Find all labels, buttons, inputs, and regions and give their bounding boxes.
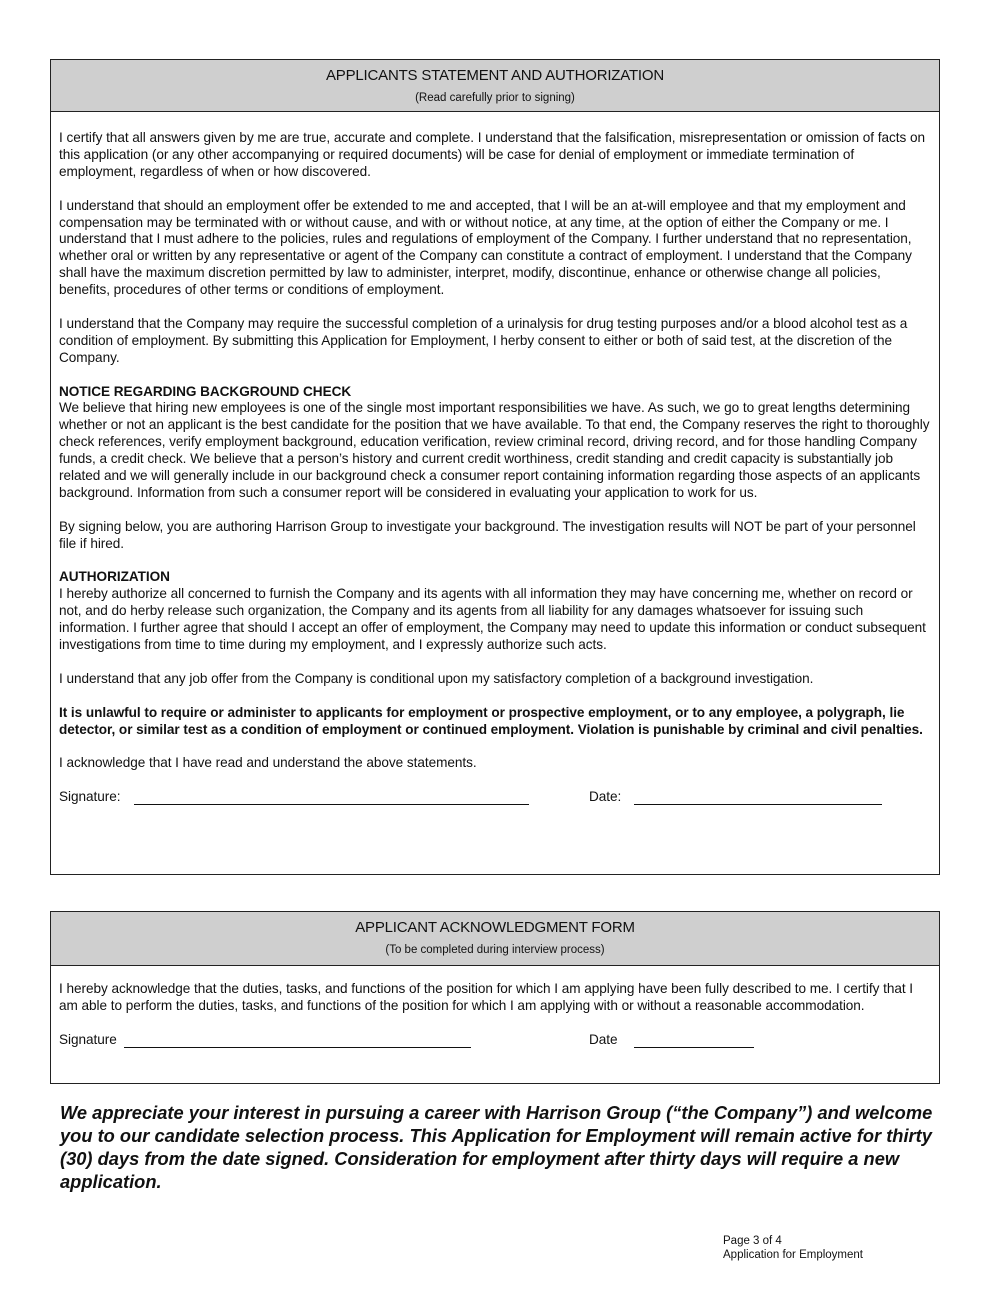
background-check-heading: NOTICE REGARDING BACKGROUND CHECK bbox=[59, 383, 352, 399]
date-field[interactable] bbox=[634, 804, 882, 805]
ack-date-field[interactable] bbox=[634, 1047, 754, 1048]
acknowledgment-body bbox=[51, 966, 939, 1052]
statement-header bbox=[51, 60, 939, 112]
ack-signature-label: Signature bbox=[59, 1031, 117, 1047]
closing-statement: We appreciate your interest in pursuing a career with Harrison Group (“the Company”) and welcome you to our candidate selection process. This Application for Employment will remain active for thirty (30) days from the date signed. Consideration for employment after thirty days will require a new application. bbox=[60, 1102, 933, 1192]
signature-field[interactable] bbox=[134, 804, 529, 805]
date-label: Date: bbox=[589, 789, 622, 805]
acknowledgment-title: APPLICANT ACKNOWLEDGMENT FORM bbox=[355, 919, 635, 936]
conditional-paragraph: I understand that any job offer from the Company is conditional upon my satisfactory completion of a background investigation. bbox=[59, 670, 814, 686]
page-number: Page 3 of 4 bbox=[723, 1235, 782, 1247]
authorization-paragraph: I hereby authorize all concerned to furnish the Company and its agents with all information they may have concerning me, whether on record or not, and do herby release such organization, the Company and its agents from all liability for any damages whatsoever for issuing such information. I further agree that should I accept an offer of employment, the Company may need to update this information or conduct subsequent investigations from time to time during my employment, and I expressly authorize such acts. bbox=[59, 586, 926, 653]
statement-subtitle: (Read carefully prior to signing) bbox=[415, 92, 575, 104]
signing-paragraph: By signing below, you are authoring Harrison Group to investigate your background. The investigation results will NOT be part of your personnel file if hired. bbox=[59, 518, 916, 551]
acknowledgment-signature-row bbox=[59, 1032, 931, 1052]
ack-date-label: Date bbox=[589, 1031, 618, 1047]
acknowledgment-header bbox=[51, 912, 939, 966]
background-check-paragraph: We believe that hiring new employees is one of the single most important responsibilities we have. As such, we go to great lengths determining whether or not an applicant is the best candidate for the position that we have available. To that end, the Company reserves the right to thoroughly check references, verify employment background, education verification, review criminal record, driving record, and for those handling Company funds, a credit check. We believe that a person’s history and current credit worthiness, credit standing and credit capacity is substantially job related and we will generally include in our background check a consumer report containing information regarding those aspects of an applicants background. Information from such a consumer report will be considered in evaluating your application to work for us. bbox=[59, 400, 930, 500]
acknowledge-paragraph: I acknowledge that I have read and understand the above statements. bbox=[59, 755, 477, 771]
statement-section bbox=[50, 59, 940, 875]
drug-testing-paragraph: I understand that the Company may require the successful completion of a urinalysis for drug testing purposes and/or a blood alcohol test as a condition of employment. By submitting this Application for Employment, I herby consent to either or both of said test, at the discretion of the Company. bbox=[59, 315, 908, 365]
acknowledgment-section bbox=[50, 911, 940, 1084]
signature-label: Signature: bbox=[59, 789, 121, 805]
acknowledgment-subtitle: (To be completed during interview process) bbox=[385, 944, 605, 956]
statement-title: APPLICANTS STATEMENT AND AUTHORIZATION bbox=[325, 67, 664, 84]
authorization-heading: AUTHORIZATION bbox=[59, 569, 170, 585]
document-name: Application for Employment bbox=[723, 1249, 863, 1261]
statement-signature-row bbox=[59, 789, 931, 809]
polygraph-notice: It is unlawful to require or administer to applicants for employment or prospective employment, or to any employee, a polygraph, lie detector, or similar test as a condition of employment or continued employment. Violation is punishable by criminal and civil penalties. bbox=[59, 704, 923, 737]
statement-body bbox=[51, 112, 939, 809]
acknowledgment-paragraph: I hereby acknowledge that the duties, tasks, and functions of the position for which I am applying have been fully described to me. I certify that I am able to perform the duties, tasks, and functions of the position for which I am applying with or without a reasonable accommodation. bbox=[59, 981, 914, 1013]
at-will-paragraph: I understand that should an employment offer be extended to me and accepted, that I will be an at-will employee and that my employment and compensation may be terminated with or without cause, and with or without notice, at any time, at the option of either the Company or me. I understand that I must adhere to the policies, rules and regulations of employment of the Company. I further understand that no representation, whether oral or written by any representative or agent of the Company can constitute a contract of employment. I understand that the Company shall have the maximum discretion permitted by law to administer, interpret, modify, discontinue, enhance or otherwise change all policies, benefits, procedures of other terms or conditions of employment. bbox=[59, 197, 912, 298]
page-footer bbox=[723, 1234, 863, 1262]
certify-paragraph: I certify that all answers given by me are true, accurate and complete. I understand that the falsification, misrepresentation or omission of facts on this application (or any other accompanying or required documents) will be case for denial of employment or immediate termination of employment, regardless of when or how discovered. bbox=[59, 130, 925, 179]
ack-signature-field[interactable] bbox=[124, 1047, 471, 1048]
